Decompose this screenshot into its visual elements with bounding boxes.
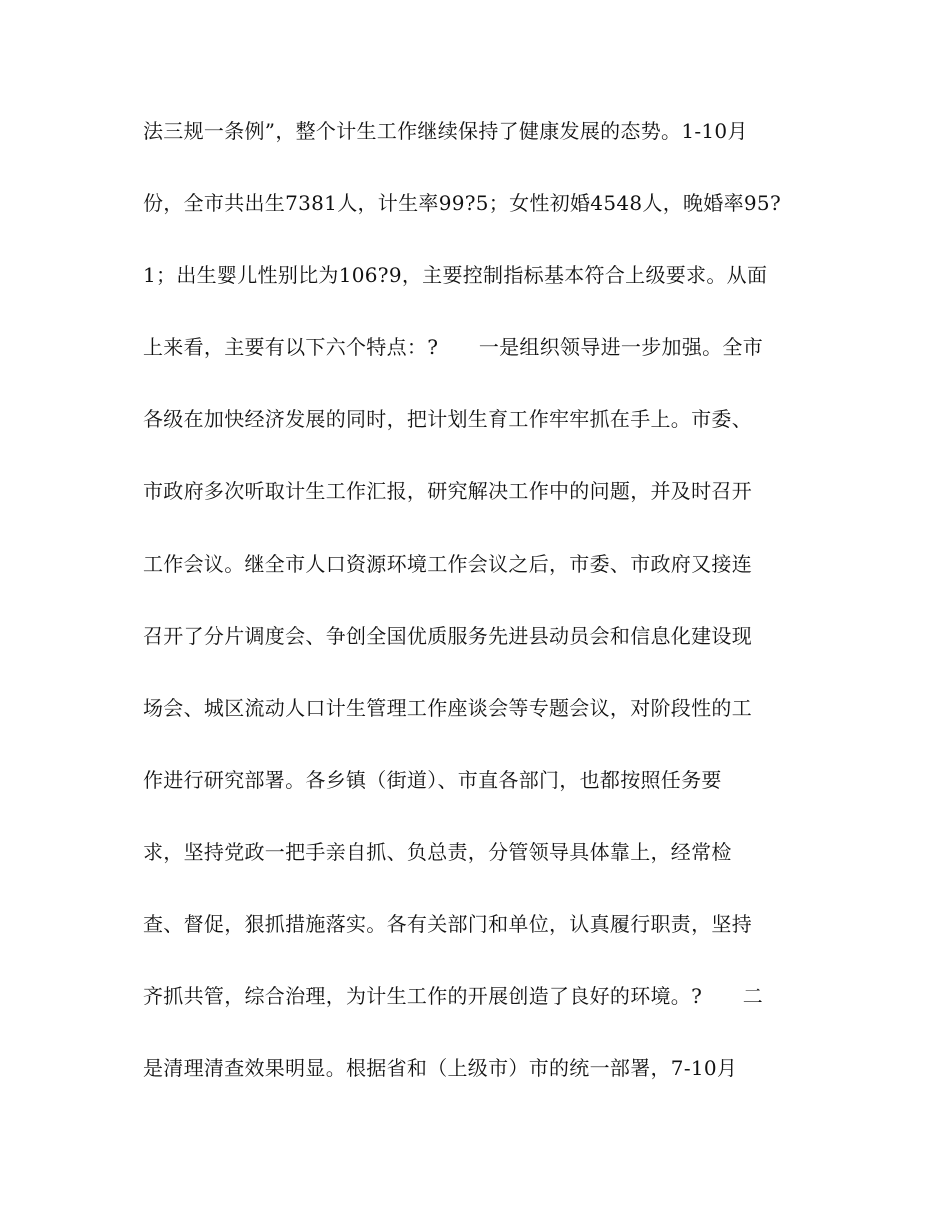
text-line: 份，全市共出生7381人，计生率99?5；女性初婚4548人，晚婚率95? [143, 191, 781, 216]
text-line: 上来看，主要有以下六个特点：? 一是组织领导进一步加强。全市 [143, 335, 764, 360]
text-line: 工作会议。继全市人口资源环境工作会议之后，市委、市政府又接连 [143, 551, 752, 576]
text-line: 市政府多次听取计生工作汇报，研究解决工作中的问题，并及时召开 [143, 479, 752, 504]
text-line: 是清理清查效果明显。根据省和（上级市）市的统一部署，7-10月 [143, 1056, 738, 1081]
text-line: 法三规一条例”，整个计生工作继续保持了健康发展的态势。1-10月 [143, 119, 748, 143]
text-line: 作进行研究部署。各乡镇（街道）、市直各部门，也都按照任务要 [143, 767, 722, 792]
document-body [143, 119, 833, 1128]
text-line: 各级在加快经济发展的同时，把计划生育工作牢牢抓在手上。市委、 [143, 407, 752, 432]
text-line: 查、督促，狠抓措施落实。各有关部门和单位，认真履行职责，坚持 [143, 912, 752, 937]
text-line: 召开了分片调度会、争创全国优质服务先进县动员会和信息化建设现 [143, 623, 752, 648]
text-line: 场会、城区流动人口计生管理工作座谈会等专题会议，对阶段性的工 [143, 695, 752, 720]
text-line: 齐抓共管，综合治理，为计生工作的开展创造了良好的环境。? 二 [143, 984, 764, 1009]
text-line: 求，坚持党政一把手亲自抓、负总责，分管领导具体靠上，经常检 [143, 839, 732, 864]
text-line: 1；出生婴儿性别比为106?9，主要控制指标基本符合上级要求。从面 [143, 263, 768, 288]
